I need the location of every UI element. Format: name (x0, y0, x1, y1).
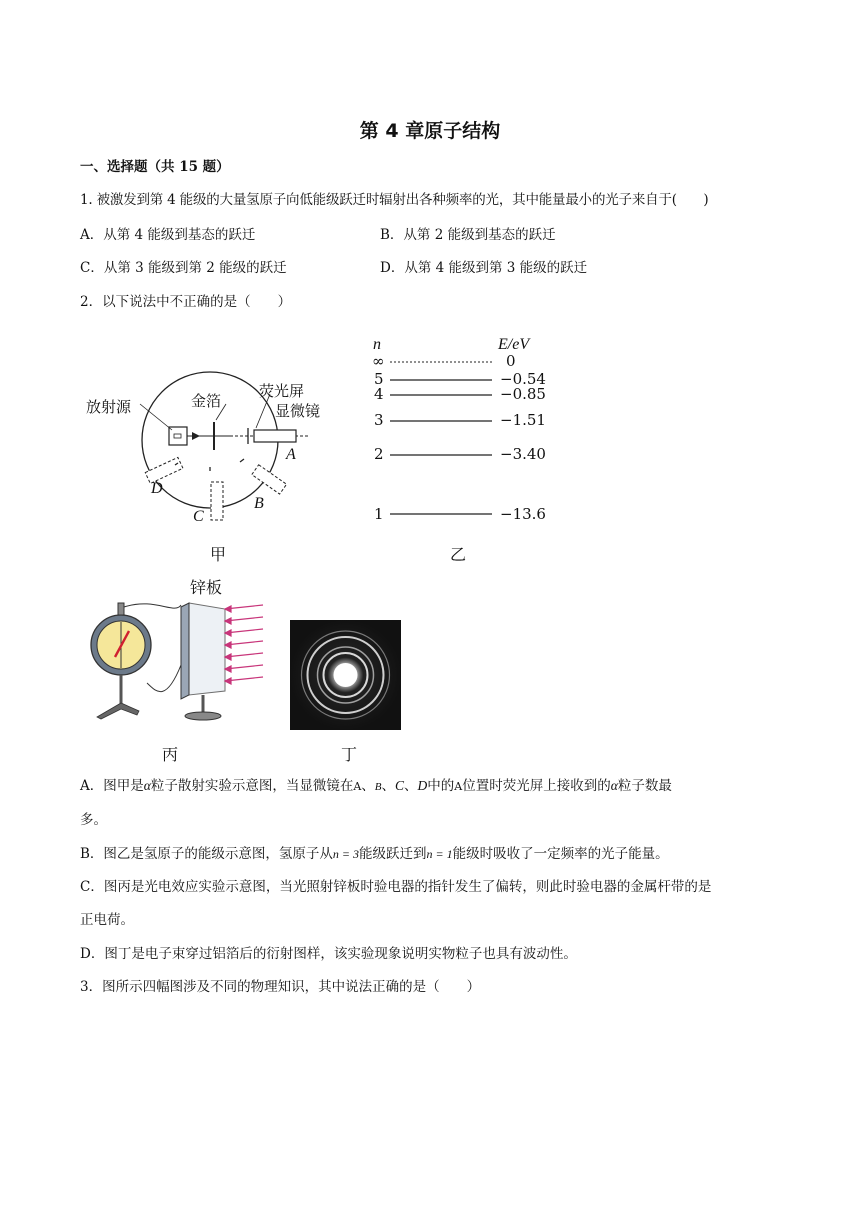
level-e-4: −0.85 (500, 385, 546, 403)
figure-ding-diffraction (290, 620, 401, 730)
level-n-4: 4 (374, 385, 384, 403)
option-a-part1: A．图甲是 (80, 778, 144, 794)
level-n-3: 3 (374, 411, 384, 429)
option-a-sep2: 、 (381, 778, 396, 794)
level-e-3: −1.51 (500, 411, 546, 429)
level-n-inf: ∞ (372, 352, 385, 370)
microscope-a (254, 430, 296, 442)
option-b-part1: B．图乙是氢原子的能级示意图，氢原子从 (80, 846, 333, 862)
label-screen: 荧光屏 (259, 382, 305, 400)
option-a-sep3: 、 (404, 778, 418, 794)
option-a-pos-d: D (417, 778, 428, 793)
option-b-eq2: n = 1 (426, 847, 453, 861)
q2-option-a[interactable] (80, 777, 672, 796)
level-e-5: −0.54 (500, 370, 546, 388)
option-a-part5: 粒子数最 (617, 778, 672, 794)
level-e-inf: 0 (506, 352, 516, 370)
q1-option-a[interactable]: A．从第 4 能级到基态的跃迁 (80, 227, 256, 243)
option-b-eq1: n = 3 (332, 847, 360, 861)
q2-option-c-line2: 正电荷。 (80, 912, 134, 928)
option-a-pos-b: B (374, 781, 382, 793)
option-a-sep1: 、 (361, 778, 375, 794)
q1-option-b[interactable]: B．从第 2 能级到基态的跃迁 (380, 227, 556, 243)
option-b-part2: 能级跃迁到 (359, 846, 427, 862)
option-a-pos-c: C (395, 778, 405, 793)
q2-option-b[interactable] (80, 845, 669, 863)
page-title: 第 4 章原子结构 (359, 120, 501, 142)
label-pos-c: C (193, 508, 204, 525)
section-heading: 一、选择题（共 15 题） (80, 159, 230, 175)
option-a-pos-a: A (353, 780, 362, 793)
level-e-1: −13.6 (500, 505, 546, 523)
caption-yi: 乙 (450, 545, 467, 564)
figure-yi-energy-levels (380, 355, 500, 525)
level-e-2: −3.40 (500, 445, 546, 463)
microscope-c (211, 482, 223, 520)
label-pos-a: A (286, 446, 296, 463)
option-b-part3: 能级时吸收了一定频率的光子能量。 (452, 846, 669, 862)
level-n-2: 2 (374, 445, 384, 463)
option-a-part3: 中的 (427, 778, 455, 794)
q2-option-d[interactable]: D．图丁是电子束穿过铝箔后的衍射图样，该实验现象说明实物粒子也具有波动性。 (80, 946, 577, 962)
level-n-5: 5 (374, 370, 384, 388)
label-pos-b: B (254, 495, 264, 512)
level-n-1: 1 (374, 505, 384, 523)
label-foil: 金箔 (191, 392, 222, 410)
alpha-symbol: α (143, 778, 151, 793)
option-a-part4: 位置时荧光屏上接收到的 (462, 778, 611, 794)
q1-option-d[interactable]: D．从第 4 能级到第 3 能级的跃迁 (380, 260, 588, 276)
alpha-symbol-2: α (610, 778, 618, 793)
label-zinc-plate: 锌板 (190, 578, 223, 597)
label-n: n (373, 336, 381, 353)
label-e-unit: E/eV (498, 336, 530, 353)
q1-stem: 1. 被激发到第 4 能级的大量氢原子向低能级跃迁时辐射出各种频率的光，其中能量最小的光子来自于( ) (80, 192, 709, 208)
q1-option-c[interactable]: C．从第 3 能级到第 2 能级的跃迁 (80, 260, 287, 276)
option-a-part2: 粒子散射实验示意图，当显微镜在 (150, 778, 354, 794)
option-a-pos-a2: A (454, 780, 463, 793)
q2-option-a-line2: 多。 (80, 812, 107, 828)
q2-option-c[interactable]: C．图丙是光电效应实验示意图，当光照射锌板时验电器的指针发生了偏转，则此时验电器的金属杆带的是 (80, 879, 712, 895)
zinc-plate (181, 603, 189, 699)
label-source: 放射源 (86, 398, 132, 416)
caption-bing: 丙 (162, 745, 179, 764)
q2-stem: 2．以下说法中不正确的是（ ） (80, 294, 292, 310)
label-microscope: 显微镜 (275, 402, 321, 420)
caption-jia: 甲 (210, 545, 227, 564)
caption-ding: 丁 (341, 745, 358, 764)
figure-bing-photoelectric (85, 595, 265, 725)
label-pos-d: D (151, 480, 163, 497)
q3-stem: 3．图所示四幅图涉及不同的物理知识，其中说法正确的是（ ） (80, 979, 481, 995)
